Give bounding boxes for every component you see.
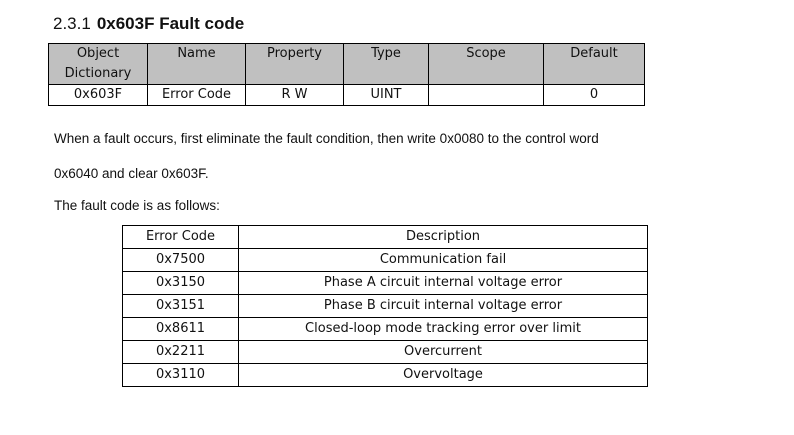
table-row xyxy=(123,341,648,364)
paragraph-clear-instruction: 0x6040 and clear 0x603F. xyxy=(54,166,209,181)
table-row xyxy=(123,318,648,341)
description-cell: Overvoltage xyxy=(239,364,648,387)
table-row xyxy=(123,295,648,318)
table-row xyxy=(123,249,648,272)
header-property: Property xyxy=(246,44,344,85)
description-cell: Closed-loop mode tracking error over limit xyxy=(239,318,648,341)
cell-scope xyxy=(429,85,544,106)
cell-property: R W xyxy=(246,85,344,106)
description-cell: Phase B circuit internal voltage error xyxy=(239,295,648,318)
header-description: Description xyxy=(239,226,648,249)
table-header-row xyxy=(123,226,648,249)
header-default: Default xyxy=(544,44,645,85)
error-code-cell: 0x3110 xyxy=(123,364,239,387)
table-header-row xyxy=(49,44,645,85)
header-type: Type xyxy=(344,44,429,85)
header-name: Name xyxy=(148,44,246,85)
description-cell: Communication fail xyxy=(239,249,648,272)
section-title: 0x603F Fault code xyxy=(96,14,245,33)
error-code-cell: 0x3151 xyxy=(123,295,239,318)
section-number: 2.3.1 xyxy=(53,14,91,33)
header-object-dictionary: Object Dictionary xyxy=(49,44,148,85)
cell-index: 0x603F xyxy=(49,85,148,106)
description-cell: Phase A circuit internal voltage error xyxy=(239,272,648,295)
section-heading xyxy=(53,13,244,35)
cell-default: 0 xyxy=(544,85,645,106)
error-code-cell: 0x8611 xyxy=(123,318,239,341)
table-row xyxy=(49,85,645,106)
object-dictionary-table xyxy=(48,43,645,106)
table-row xyxy=(123,364,648,387)
cell-name: Error Code xyxy=(148,85,246,106)
description-cell: Overcurrent xyxy=(239,341,648,364)
cell-type: UINT xyxy=(344,85,429,106)
header-error-code: Error Code xyxy=(123,226,239,249)
header-scope: Scope xyxy=(429,44,544,85)
error-code-cell: 0x7500 xyxy=(123,249,239,272)
fault-code-table xyxy=(122,225,648,387)
paragraph-fault-instruction: When a fault occurs, first eliminate the fault condition, then write 0x0080 to the control word xyxy=(54,131,599,146)
paragraph-fault-intro: The fault code is as follows: xyxy=(54,198,220,213)
table-row xyxy=(123,272,648,295)
error-code-cell: 0x3150 xyxy=(123,272,239,295)
error-code-cell: 0x2211 xyxy=(123,341,239,364)
